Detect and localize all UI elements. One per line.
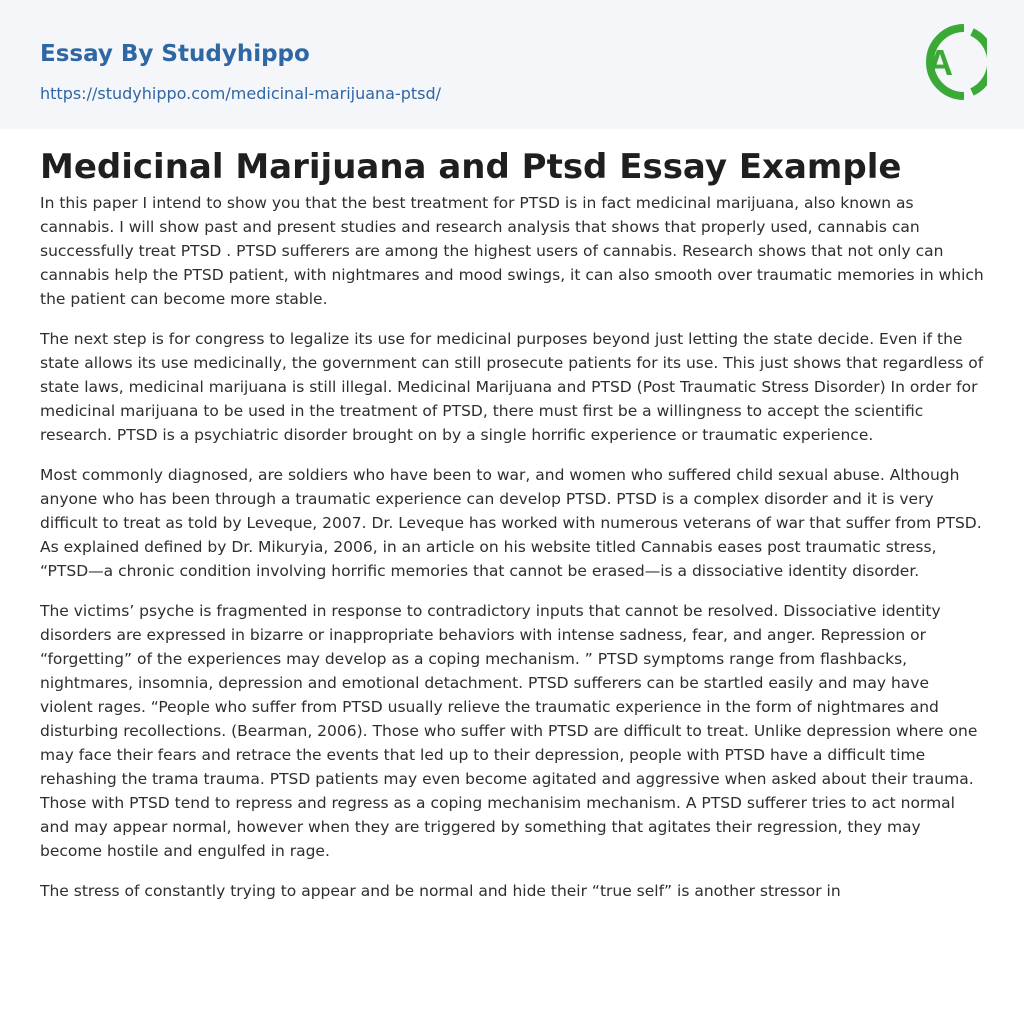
essay-paragraph-5: The stress of constantly trying to appear and be normal and hide their “true self” is another stressor in	[40, 882, 841, 900]
essay-paragraph-1: In this paper I intend to show you that the best treatment for PTSD is in fact medicinal marijuana, also known as cannabis. I will show past and present studies and research analysis that shows that properly used, cannabis can successfully treat PTSD . PTSD sufferers are among the highest users of cannabis. Research shows that not only can cannabis help the PTSD patient, with nightmares and mood swings, it can also smooth over traumatic memories in which the patient can become more stable.	[40, 194, 984, 308]
site-brand[interactable]: Essay By Studyhippo	[40, 41, 310, 67]
essay-paragraph-4: The victims’ psyche is fragmented in response to contradictory inputs that cannot be resolved. Dissociative identity disorders are expressed in bizarre or inappropriate behaviors with intense sadness, fear, and anger. Repression or “forgetting” of the experiences may develop as a coping mechanism. ” PTSD symptoms range from flashbacks, nightmares, insomnia, depression and emotional detachment. PTSD sufferers can be startled easily and may have violent rages. “People who suffer from PTSD usually relieve the traumatic experience in the form of nightmares and disturbing recollections. (Bearman, 2006). Those who suffer with PTSD are difficult to treat. Unlike depression where one may face their fears and retrace the events that led up to their depression, people with PTSD have a difficult time rehashing the trama trauma. PTSD patients may even become agitated and aggressive when asked about their trauma. Those with PTSD tend to repress and regress as a coping mechanisim mechanism. A PTSD sufferer tries to act normal and may appear normal, however when they are triggered by something that agitates their regression, they may become hostile and engulfed in rage.	[40, 602, 978, 860]
essay-paragraph-2: The next step is for congress to legalize its use for medicinal purposes beyond just letting the state decide. Even if the state allows its use medicinally, the government can still prosecute patients for its use. This just shows that regardless of state laws, medicinal marijuana is still illegal. Medicinal Marijuana and PTSD (Post Traumatic Stress Disorder) In order for medicinal marijuana to be used in the treatment of PTSD, there must first be a willingness to accept the scientific research. PTSD is a psychiatric disorder brought on by a single horrific experience or traumatic experience.	[40, 330, 984, 444]
article	[0, 129, 1024, 903]
logo-letter: A	[927, 42, 953, 83]
essay-paragraph-3: Most commonly diagnosed, are soldiers who have been to war, and women who suffered child sexual abuse. Although anyone who has been through a traumatic experience can develop PTSD. PTSD is a complex disorder and it is very difficult to treat as told by Leveque, 2007. Dr. Leveque has worked with numerous veterans of war that suffer from PTSD. As explained defined by Dr. Mikuryia, 2006, in an article on his website titled Cannabis eases post traumatic stress, “PTSD—a chronic condition involving horrific memories that cannot be erased—is a dissociative identity disorder.	[40, 466, 982, 580]
essay-url-link[interactable]: https://studyhippo.com/medicinal-marijuana-ptsd/	[40, 84, 442, 103]
essay-title: Medicinal Marijuana and Ptsd Essay Example	[40, 147, 902, 187]
site-header	[0, 0, 1024, 129]
studyhippo-logo-icon[interactable]	[912, 18, 987, 106]
